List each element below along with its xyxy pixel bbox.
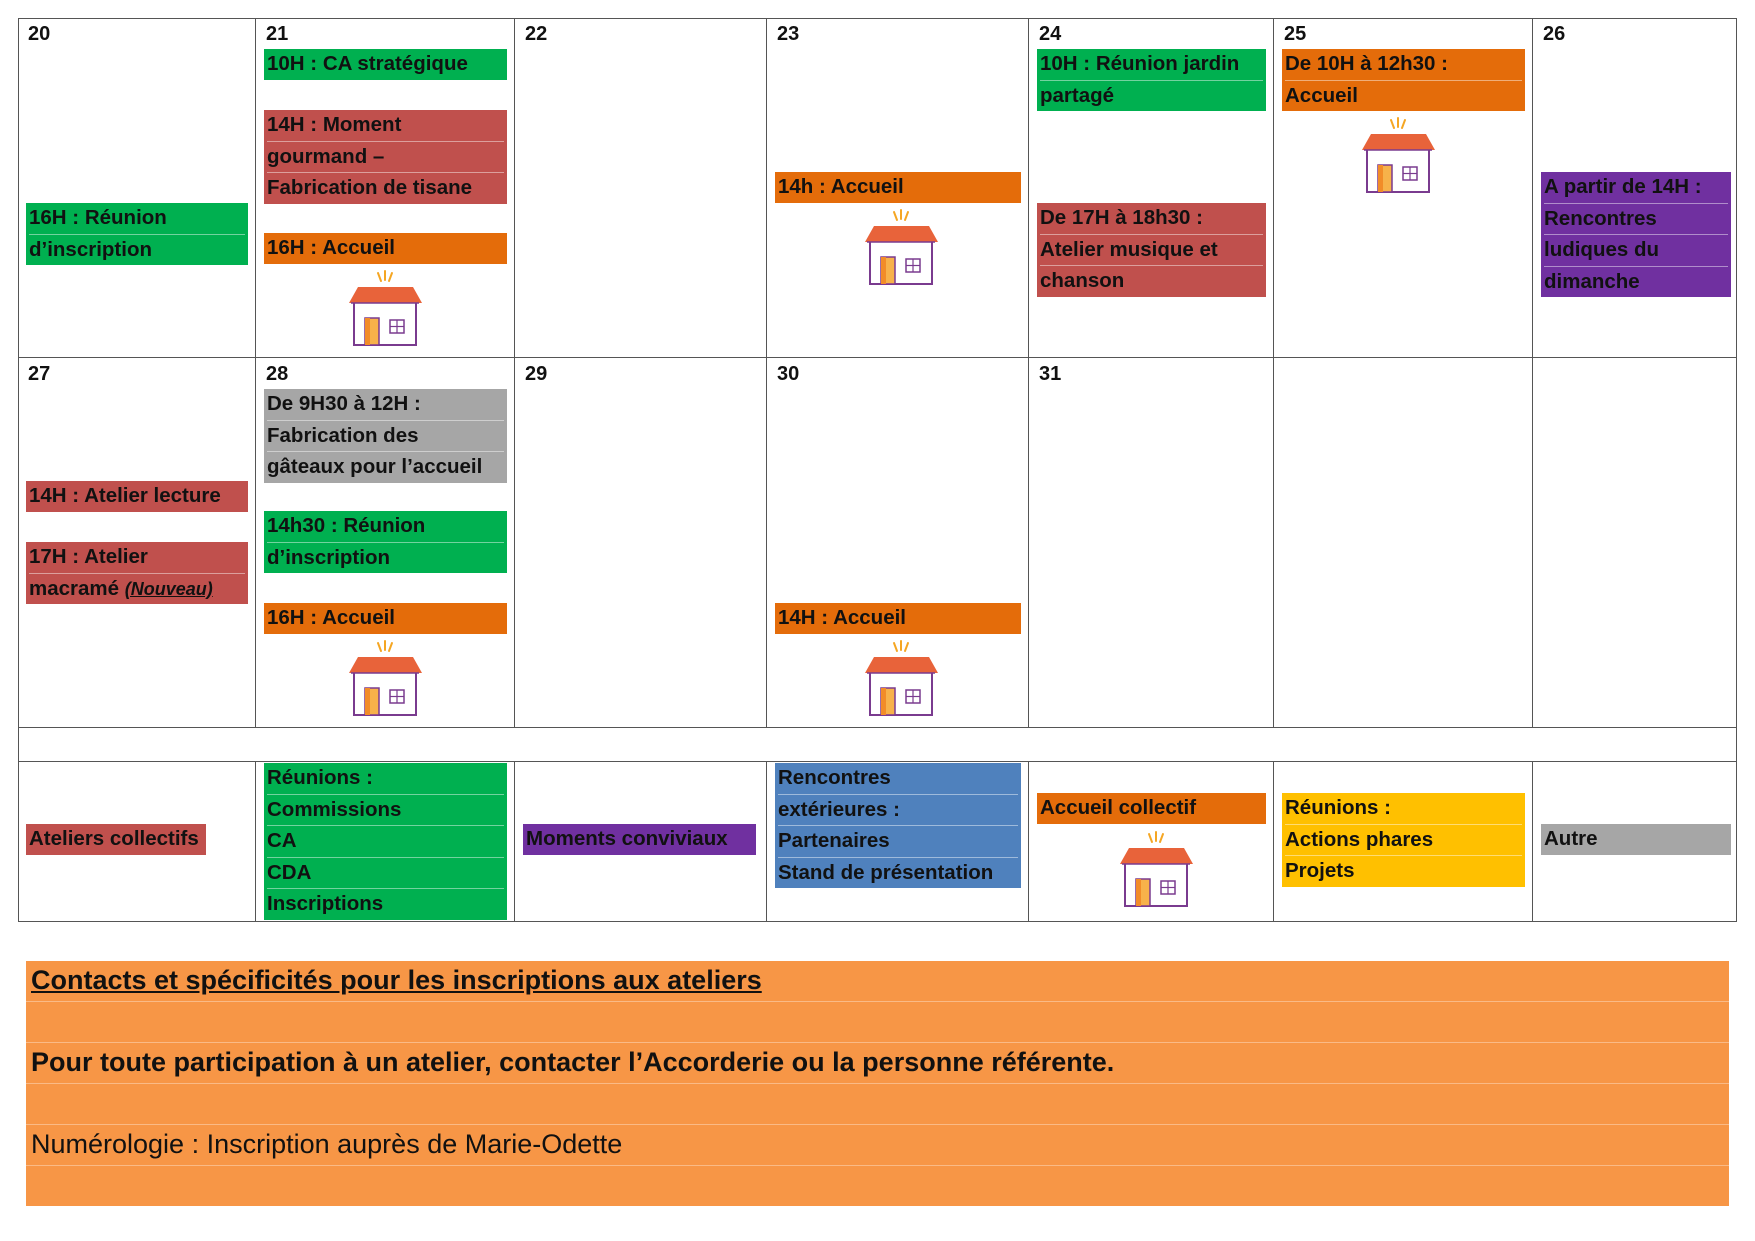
- legend-rencontres: Rencontres extérieures : Partenaires Stand de présentation: [775, 763, 1021, 888]
- event-rencontres-ludiques[interactable]: A partir de 14H : Rencontres ludiques du dimanche: [1541, 172, 1731, 297]
- event-moment-gourmand[interactable]: 14H : Moment gourmand – Fabrication de tisane: [264, 110, 507, 204]
- legend-cell-reunions: [256, 762, 515, 922]
- day-number: 29: [525, 363, 548, 385]
- legend-reunions: Réunions : Commissions CA CDA Inscriptions: [264, 763, 507, 920]
- day-cell-24[interactable]: [1029, 18, 1274, 358]
- contacts-instruction: Pour toute participation à un atelier, contacter l’Accorderie ou la personne référente.: [31, 1047, 1115, 1077]
- house-icon: [1353, 116, 1443, 198]
- event-accueil[interactable]: De 10H à 12h30 : Accueil: [1282, 49, 1525, 111]
- legend-cell-accueil: [1029, 762, 1274, 922]
- house-icon: [856, 208, 946, 290]
- event-accueil[interactable]: 16H : Accueil: [264, 233, 507, 264]
- day-cell-27[interactable]: [18, 358, 256, 728]
- legend-cell-autre: [1533, 762, 1737, 922]
- house-icon: [340, 269, 430, 351]
- day-cell-25[interactable]: [1274, 18, 1533, 358]
- new-badge: (Nouveau): [124, 578, 213, 599]
- day-number: 21: [266, 23, 289, 45]
- day-cell-31[interactable]: [1029, 358, 1274, 728]
- event-atelier-macrame[interactable]: 17H : Atelier macramé (Nouveau): [26, 542, 248, 604]
- legend-autre: Autre: [1541, 824, 1731, 855]
- contacts-panel: [26, 961, 1729, 1206]
- house-icon: [1111, 830, 1201, 912]
- calendar-grid: [18, 18, 1737, 922]
- legend-cell-moments: [515, 762, 767, 922]
- day-cell-21[interactable]: [256, 18, 515, 358]
- event-atelier-lecture[interactable]: 14H : Atelier lecture: [26, 481, 248, 512]
- day-number: 27: [28, 363, 51, 385]
- house-icon: [340, 639, 430, 721]
- contacts-title: Contacts et spécificités pour les inscriptions aux ateliers: [31, 965, 762, 995]
- day-number: 20: [28, 23, 51, 45]
- day-cell-30[interactable]: [767, 358, 1029, 728]
- legend-cell-rencontres: [767, 762, 1029, 922]
- day-cell-23[interactable]: [767, 18, 1029, 358]
- legend-ateliers-collectifs: Ateliers collectifs: [26, 824, 206, 855]
- day-number: 28: [266, 363, 289, 385]
- day-cell-empty: [1533, 358, 1737, 728]
- day-number: 25: [1284, 23, 1307, 45]
- day-cell-20[interactable]: [18, 18, 256, 358]
- day-cell-29[interactable]: [515, 358, 767, 728]
- day-cell-26[interactable]: [1533, 18, 1737, 358]
- legend-cell-actions: [1274, 762, 1533, 922]
- day-number: 24: [1039, 23, 1062, 45]
- event-accueil[interactable]: 14h : Accueil: [775, 172, 1021, 203]
- event-accueil[interactable]: 14H : Accueil: [775, 603, 1021, 634]
- spacer-row: [18, 728, 1737, 762]
- event-ca-strategique[interactable]: 10H : CA stratégique: [264, 49, 507, 80]
- day-cell-22[interactable]: [515, 18, 767, 358]
- day-cell-empty: [1274, 358, 1533, 728]
- day-number: 26: [1543, 23, 1566, 45]
- legend-cell-ateliers: [18, 762, 256, 922]
- day-cell-28[interactable]: [256, 358, 515, 728]
- event-reunion-jardin[interactable]: 10H : Réunion jardin partagé: [1037, 49, 1266, 111]
- house-icon: [856, 639, 946, 721]
- legend-actions-phares: Réunions : Actions phares Projets: [1282, 793, 1525, 887]
- event-fabrication-gateaux[interactable]: De 9H30 à 12H : Fabrication des gâteaux pour l’accueil: [264, 389, 507, 483]
- legend-moments-conviviaux: Moments conviviaux: [523, 824, 756, 855]
- contacts-numerologie: Numérologie : Inscription auprès de Marie-Odette: [31, 1129, 623, 1159]
- day-number: 30: [777, 363, 800, 385]
- event-reunion-inscription[interactable]: 16H : Réunion d’inscription: [26, 203, 248, 265]
- event-reunion-inscription[interactable]: 14h30 : Réunion d’inscription: [264, 511, 507, 573]
- day-number: 31: [1039, 363, 1062, 385]
- event-atelier-musique[interactable]: De 17H à 18h30 : Atelier musique et chanson: [1037, 203, 1266, 297]
- legend-accueil-collectif: Accueil collectif: [1037, 793, 1266, 824]
- day-number: 22: [525, 23, 548, 45]
- day-number: 23: [777, 23, 800, 45]
- event-accueil[interactable]: 16H : Accueil: [264, 603, 507, 634]
